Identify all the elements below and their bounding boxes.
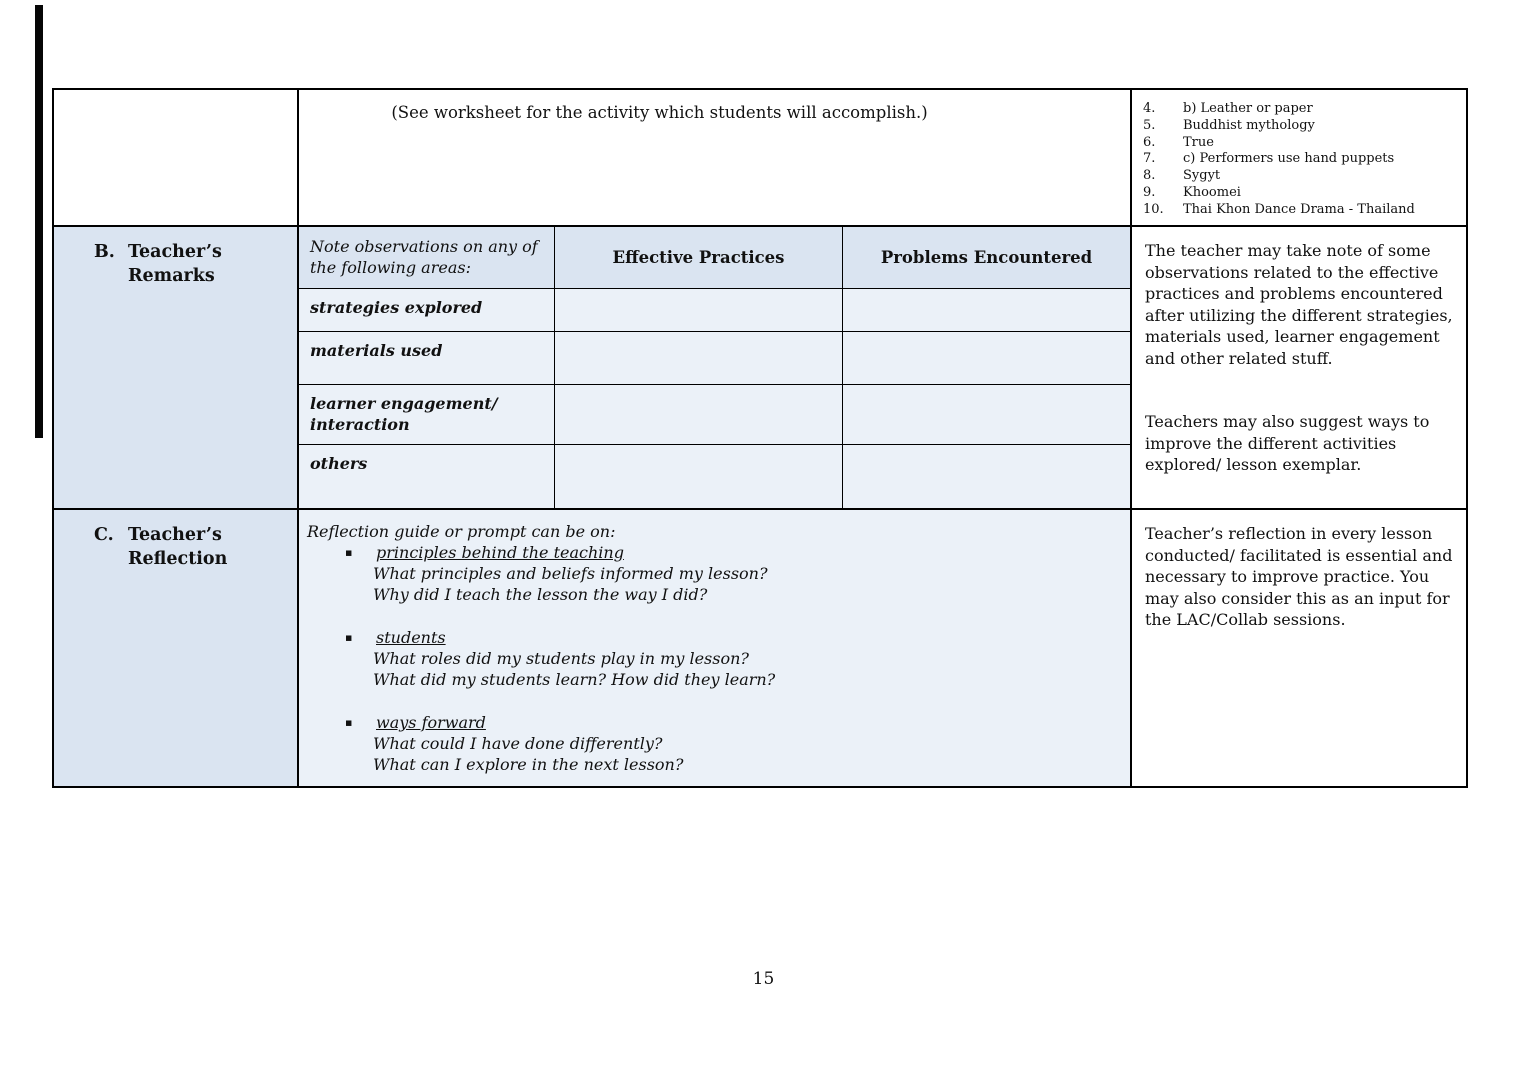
quiz-answers-cell <box>1132 90 1466 227</box>
problems-encountered-header: Problems Encountered <box>843 227 1130 289</box>
area-label-engagement: learner engagement/ interaction <box>299 385 555 445</box>
answer-text: c) Performers use hand puppets <box>1183 151 1395 167</box>
answer-text: True <box>1183 134 1214 150</box>
answer-text: b) Leather or paper <box>1183 101 1313 116</box>
reflection-topic: ways forward <box>376 713 486 732</box>
bullet-content <box>373 627 775 690</box>
effective-practices-header: Effective Practices <box>555 227 843 289</box>
guidance-paragraph: The teacher may take note of some observations related to the effective practices and problems encountered after utilizing the different strategies, materials used, learner engagement and other related stuff. <box>1145 241 1453 368</box>
guidance-paragraph: Teacher’s reflection in every lesson conducted/ facilitated is essential and necessary to improve practice. You may also consider this as an input for the LAC/Collab sessions. <box>1145 524 1453 629</box>
bullet-square-icon: ▪ <box>345 631 353 644</box>
answer-item <box>1143 101 1460 118</box>
note-areas-header: Note observations on any of the following areas: <box>299 227 555 289</box>
reflection-bullet-group <box>307 542 1120 605</box>
lesson-exemplar-table <box>52 88 1468 788</box>
answer-text: Buddhist mythology <box>1183 117 1315 133</box>
remarks-label-cell <box>54 227 299 510</box>
area-label-strategies: strategies explored <box>299 289 555 332</box>
answer-number: 7. <box>1143 151 1156 167</box>
problems-encountered-cell <box>843 445 1130 508</box>
reflection-prompt: What roles did my students play in my lesson? <box>373 649 749 668</box>
answer-text: Sygyt <box>1183 168 1221 184</box>
answer-item <box>1143 135 1460 152</box>
answer-item <box>1143 118 1460 135</box>
area-label-others: others <box>299 445 555 508</box>
reflection-prompt: What did my students learn? How did they learn? <box>373 670 776 689</box>
answer-number: 8. <box>1143 168 1156 184</box>
answer-number: 6. <box>1143 134 1156 150</box>
effective-practices-cell <box>555 289 843 332</box>
bullet-content <box>373 712 683 775</box>
reflection-topic: principles behind the teaching <box>376 543 624 562</box>
guidance-paragraph: Teachers may also suggest ways to improve the different activities explored/ lesson exemplar. <box>1145 412 1430 474</box>
bullet-square-icon: ▪ <box>345 546 353 559</box>
reflection-section-label <box>54 510 297 571</box>
effective-practices-cell <box>555 332 843 385</box>
page-number: 15 <box>752 969 775 989</box>
remarks-section-label <box>54 227 297 288</box>
reflection-label-cell <box>54 510 299 786</box>
section-title: Teacher’s Remarks <box>128 242 222 286</box>
reflection-intro: Reflection guide or prompt can be on: <box>307 522 616 541</box>
worksheet-note: (See worksheet for the activity which students will accomplish.) <box>391 103 928 122</box>
reflection-content-cell <box>299 510 1132 786</box>
problems-encountered-cell <box>843 332 1130 385</box>
answer-number: 4. <box>1143 101 1156 116</box>
answer-item <box>1143 151 1460 168</box>
answer-number: 10. <box>1143 201 1164 217</box>
answer-item <box>1143 185 1460 202</box>
reflection-bullet-group <box>307 712 1120 775</box>
bullet-square-icon: ▪ <box>345 716 353 729</box>
effective-practices-cell <box>555 385 843 445</box>
reflection-prompt: What could I have done differently? <box>373 734 663 753</box>
reflection-prompt: What principles and beliefs informed my lesson? <box>373 564 768 583</box>
worksheet-note-cell <box>299 90 1132 227</box>
reflection-prompt: Why did I teach the lesson the way I did? <box>373 585 708 604</box>
reflection-topic: students <box>376 628 446 647</box>
section-letter: C. <box>94 525 114 545</box>
answer-item <box>1143 202 1460 219</box>
reflection-bullet-group <box>307 627 1120 690</box>
answer-number: 9. <box>1143 184 1156 200</box>
effective-practices-cell <box>555 445 843 508</box>
reflection-guidance-cell <box>1132 510 1466 786</box>
scan-artifact-bar <box>35 5 43 438</box>
empty-label-cell <box>54 90 299 227</box>
bullet-content <box>373 542 768 605</box>
answer-text: Thai Khon Dance Drama - Thailand <box>1183 201 1415 217</box>
area-label-materials: materials used <box>299 332 555 385</box>
section-letter: B. <box>94 242 115 262</box>
section-title: Teacher’s Reflection <box>128 525 228 569</box>
answer-number: 5. <box>1143 117 1156 133</box>
problems-encountered-cell <box>843 289 1130 332</box>
observations-table <box>299 227 1132 510</box>
remarks-guidance-cell <box>1132 227 1466 510</box>
answer-text: Khoomei <box>1183 184 1241 200</box>
problems-encountered-cell <box>843 385 1130 445</box>
reflection-prompt: What can I explore in the next lesson? <box>373 755 684 774</box>
answer-item <box>1143 168 1460 185</box>
